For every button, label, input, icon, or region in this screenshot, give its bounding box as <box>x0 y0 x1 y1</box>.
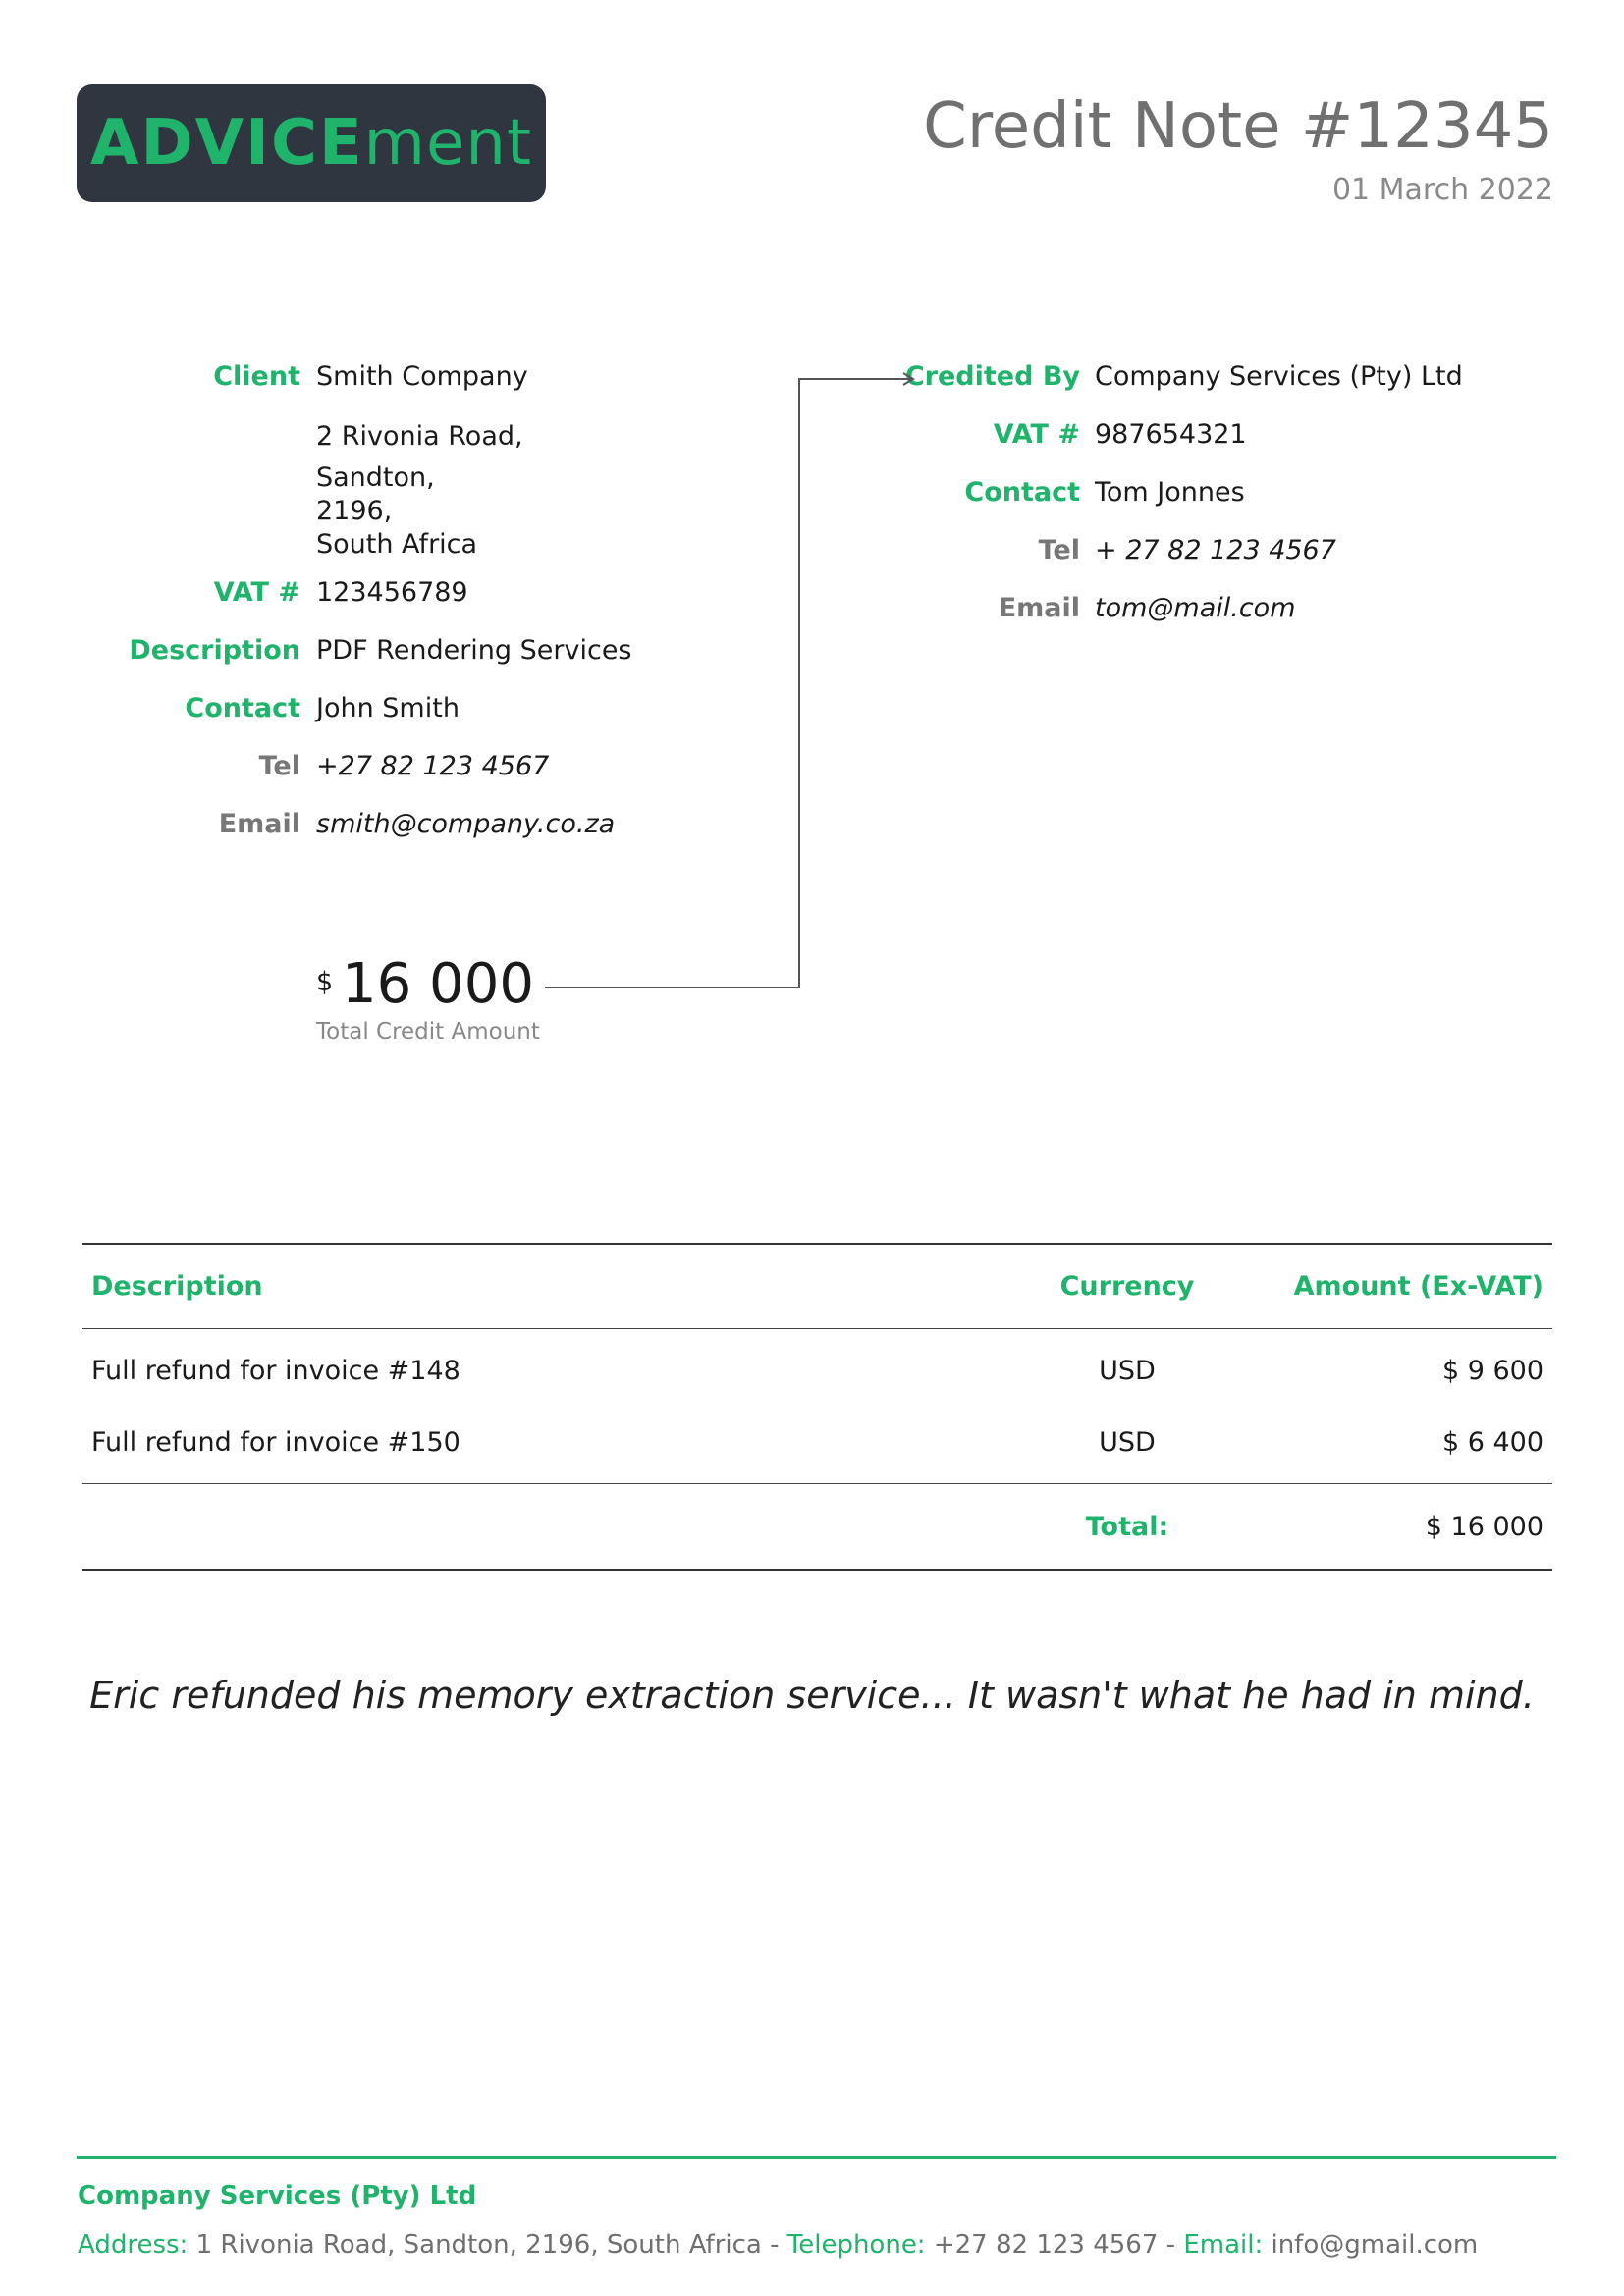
table-total-rule <box>82 1483 1552 1484</box>
issuer-email: tom@mail.com <box>1095 593 1296 623</box>
table-bottom-rule <box>82 1569 1552 1571</box>
issuer-vat-label: VAT # <box>993 419 1080 450</box>
logo-text-lower: ment <box>363 107 533 180</box>
credited-by-label: Credited By <box>904 361 1080 392</box>
footer-address-label: Address: <box>78 2230 189 2260</box>
total-credit-label: Total Credit Amount <box>316 1019 540 1044</box>
footer-contact-line <box>78 2230 1478 2260</box>
client-label: Client <box>213 361 300 392</box>
footer-email-label: Email: <box>1183 2230 1264 2260</box>
table-header-currency: Currency <box>1059 1271 1195 1302</box>
document-date: 01 March 2022 <box>1331 173 1553 207</box>
document-title: Credit Note #12345 <box>923 90 1553 163</box>
issuer-tel: + 27 82 123 4567 <box>1095 535 1336 565</box>
footer-company-name: Company Services (Pty) Ltd <box>78 2181 477 2211</box>
table-header-description: Description <box>91 1271 263 1302</box>
row-currency: USD <box>1099 1427 1156 1458</box>
footer-separator: - <box>1165 2230 1176 2260</box>
row-amount: $ 6 400 <box>1441 1427 1543 1458</box>
issuer-vat: 987654321 <box>1095 419 1247 450</box>
client-vat: 123456789 <box>316 577 468 608</box>
client-tel: +27 82 123 4567 <box>316 751 550 781</box>
client-contact: John Smith <box>316 693 460 723</box>
table-total-label: Total: <box>1085 1512 1169 1542</box>
footer-email: info@gmail.com <box>1271 2230 1479 2260</box>
client-tel-label: Tel <box>258 751 300 781</box>
row-amount: $ 9 600 <box>1441 1356 1543 1386</box>
client-name: Smith Company <box>316 361 528 392</box>
total-currency-symbol: $ <box>316 967 334 997</box>
client-address <box>316 420 523 561</box>
credit-note-remark: Eric refunded his memory extraction service... It wasn't what he had in mind. <box>89 1674 1535 1717</box>
issuer-contact: Tom Jonnes <box>1095 477 1245 507</box>
company-logo <box>77 84 546 202</box>
credited-by-name: Company Services (Pty) Ltd <box>1095 361 1463 392</box>
footer-telephone: +27 82 123 4567 <box>933 2230 1159 2260</box>
footer-address: 1 Rivonia Road, Sandton, 2196, South Africa <box>195 2230 762 2260</box>
row-description: Full refund for invoice #150 <box>91 1427 460 1458</box>
footer-divider <box>77 2156 1556 2159</box>
issuer-tel-label: Tel <box>1038 535 1080 565</box>
client-vat-label: VAT # <box>213 577 300 608</box>
row-description: Full refund for invoice #148 <box>91 1356 460 1386</box>
table-header-rule <box>82 1328 1552 1329</box>
footer-telephone-label: Telephone: <box>786 2230 926 2260</box>
row-currency: USD <box>1099 1356 1156 1386</box>
logo-text-caps: ADVICE <box>89 107 364 180</box>
address-line: South Africa <box>316 529 478 560</box>
client-description: PDF Rendering Services <box>316 635 632 666</box>
client-email-label: Email <box>218 809 300 839</box>
table-top-rule <box>82 1243 1552 1245</box>
address-line: Sandton, <box>316 462 435 493</box>
description-label: Description <box>129 635 300 666</box>
client-email: smith@company.co.za <box>316 809 616 839</box>
address-line: 2 Rivonia Road, <box>316 421 523 452</box>
address-line: 2196, <box>316 496 393 526</box>
table-total-value: $ 16 000 <box>1425 1512 1543 1542</box>
table-header-amount: Amount (Ex-VAT) <box>1293 1271 1543 1302</box>
total-credit-amount: 16 000 <box>342 952 534 1016</box>
footer-separator: - <box>770 2230 780 2260</box>
issuer-contact-label: Contact <box>964 477 1080 507</box>
client-contact-label: Contact <box>185 693 300 723</box>
issuer-email-label: Email <box>998 593 1080 623</box>
